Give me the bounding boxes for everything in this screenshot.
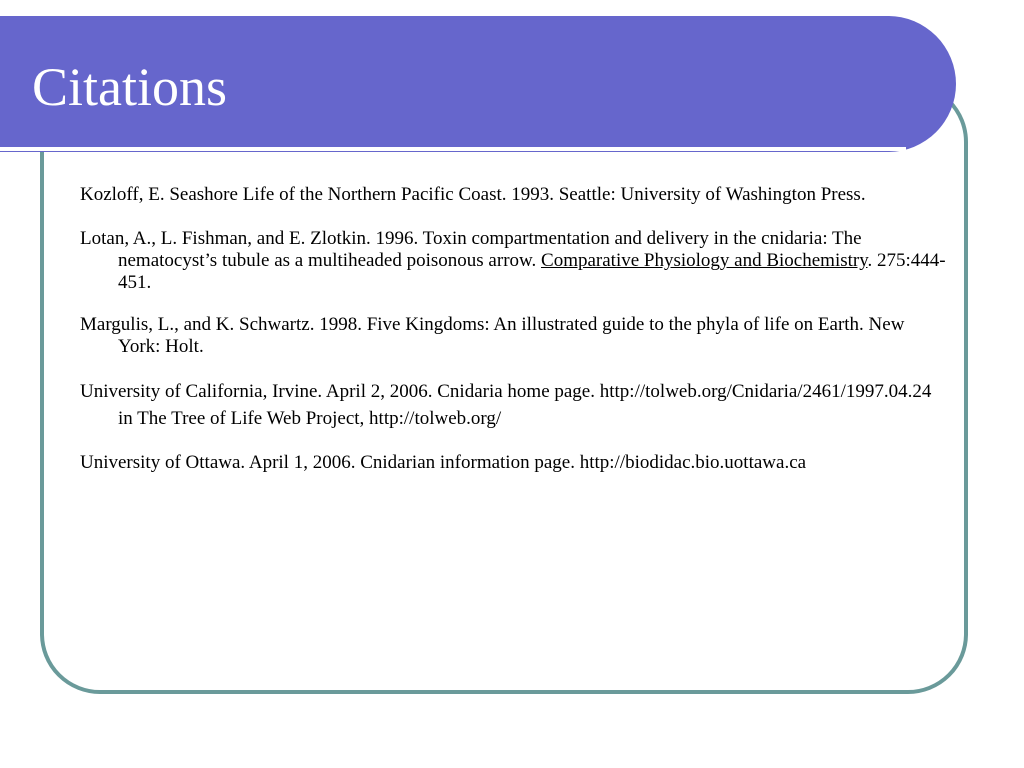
citation-lotan [80,228,950,294]
citation-uc-irvine: University of California, Irvine. April 2, 2006. Cnidaria home page. http://tolweb.org/Cnidaria/2461/1997.04.24 in The Tree of Life Web Project, http://tolweb.org/ [80,381,932,429]
citation-margulis: Margulis, L., and K. Schwartz. 1998. Five Kingdoms: An illustrated guide to the phyla of life on Earth. New York: Holt. [80,314,905,357]
citation-list [80,181,950,494]
citation-lotan-pages: . 275:444-451. [118,250,946,293]
citation-lotan-journal: Comparative Physiology and Biochemistry [541,250,868,271]
citation-kozloff: Kozloff, E. Seashore Life of the Northern Pacific Coast. 1993. Seattle: University of Washington Press. [80,184,866,205]
page-title: Citations [32,57,228,117]
citation-lotan-text: Lotan, A., L. Fishman, and E. Zlotkin. 1996. Toxin compartmentation and delivery in the cnidaria: The nematocyst’s tubule as a multiheaded poisonous arrow. [80,228,862,271]
title-underline-rule [0,147,906,151]
title-bar [0,16,956,152]
citation-uottawa: University of Ottawa. April 1, 2006. Cnidarian information page. http://biodidac.bio.uottawa.ca [80,452,807,473]
